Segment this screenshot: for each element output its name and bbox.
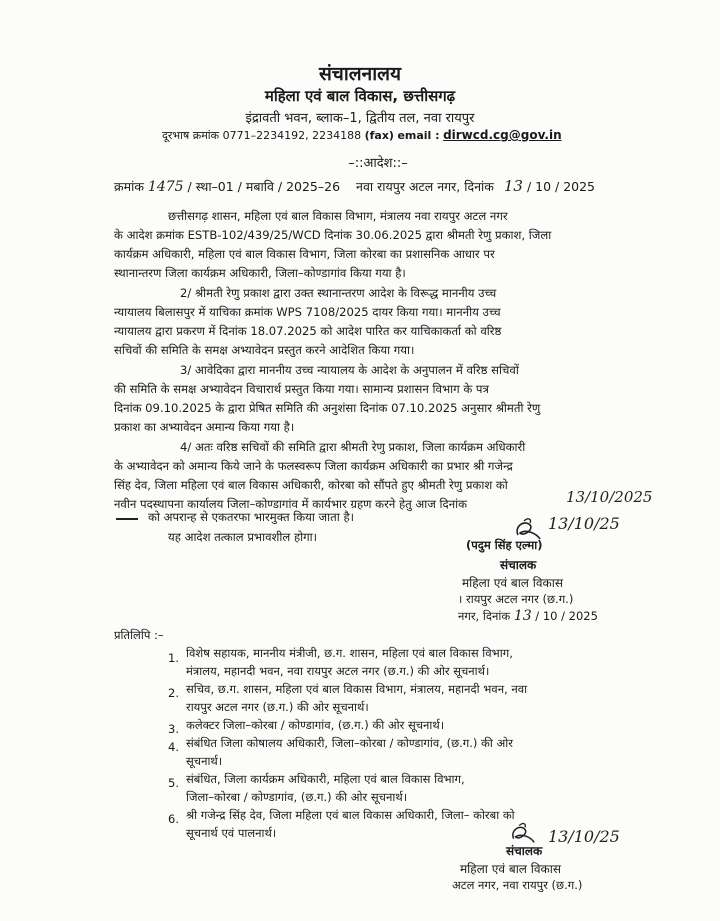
p1-line: कार्यक्रम अधिकारी, महिला एवं बाल विकास विभाग, जिला कोरबा का प्रशासनिक आधार पर: [114, 247, 495, 261]
email-address: dirwcd.cg@gov.in: [443, 128, 562, 142]
list-item-line: रायपुर अटल नगर (छ.ग.) की ओर सूचनार्थ।: [186, 700, 369, 714]
list-number: 4.: [168, 740, 179, 754]
email-label: email :: [397, 129, 440, 142]
signatory-name: (पदुम सिंह एल्मा): [466, 538, 543, 552]
reference-line: [114, 177, 595, 195]
signatory-dept: महिला एवं बाल विकास: [462, 576, 563, 590]
date-day: 13: [513, 608, 532, 624]
p4-line: के अभ्यावेदन को अमान्य किये जाने के फलस्वरूप जिला कार्यक्रम अधिकारी का प्रभार श्री गजेन्द्र: [114, 459, 513, 473]
signatory-dept-2: महिला एवं बाल विकास: [460, 862, 561, 876]
office-address: इंद्रावती भवन, ब्लाक–1, द्वितीय तल, नवा रायपुर: [245, 111, 475, 126]
order-heading: –::आदेश::–: [348, 156, 408, 171]
p2-line: न्यायालय बिलासपुर में याचिका क्रमांक WPS 7108/2025 दायर किया गया। माननीय उच्च: [114, 305, 501, 319]
list-item-line: कलेक्टर जिला–कोरबा / कोण्डागांव, (छ.ग.) की ओर सूचनार्थ।: [186, 718, 445, 732]
p2-line: सचिवों की समिति के समक्ष अभ्यावेदन प्रस्तुत करने आदेशित किया गया।: [114, 343, 415, 357]
ref-suffix: / स्था–01 / मबावि / 2025–26: [187, 179, 341, 194]
list-item-line: मंत्रालय, महानदी भवन, नवा रायपुर अटल नगर (छ.ग.) की ओर सूचनार्थ।: [186, 664, 490, 678]
list-item-line: सूचनार्थ।: [186, 754, 223, 768]
copy-label: प्रतिलिपि :–: [114, 628, 164, 642]
p4-line: सिंह देव, जिला महिला एवं बाल विकास अधिकारी, कोरबा को सौंपते हुए श्रीमती रेणु प्रकाश को: [114, 478, 508, 492]
handwritten-date: 13/10/2025: [566, 488, 653, 506]
list-number: 5.: [168, 776, 179, 790]
ref-number: 1475: [147, 179, 184, 195]
p3-line: प्रकाश का अभ्यावेदन अमान्य किया गया है।: [114, 420, 295, 434]
p4-line: को अपरान्ह से एकतरफा भारमुक्त किया जाता है।: [148, 510, 355, 524]
signatory-date-line: [458, 608, 598, 624]
phone-label: दूरभाष क्रमांक: [162, 129, 220, 142]
signatory-designation-2: संचालक: [506, 844, 543, 858]
ref-month-year: / 10 / 2025: [526, 179, 596, 194]
ref-place: नवा रायपुर अटल नगर, दिनांक: [356, 179, 494, 194]
p3-line: दिनांक 09.10.2025 के द्वारा प्रेषित समिति की अनुशंसा दिनांक 07.10.2025 अनुसार श्रीमती रेणु: [114, 401, 541, 415]
list-item-line: सचिव, छ.ग. शासन, महिला एवं बाल विकास विभाग, मंत्रालय, महानदी भवन, नवा: [186, 682, 528, 696]
signatory-place-2: अटल नगर, नवा रायपुर (छ.ग.): [452, 878, 583, 892]
p2-line: 2/ श्रीमती रेणु प्रकाश द्वारा उक्त स्थानान्तरण आदेश के विरूद्ध माननीय उच्च: [180, 286, 497, 300]
p1-line: छत्तीसगढ़ शासन, महिला एवं बाल विकास विभाग, मंत्रालय नवा रायपुर अटल नगर: [168, 209, 508, 223]
fax-label: (fax): [364, 129, 394, 142]
list-item-line: संबंधित, जिला कार्यक्रम अधिकारी, महिला एवं बाल विकास विभाग,: [186, 772, 465, 786]
effective-statement: यह आदेश तत्काल प्रभावशील होगा।: [168, 530, 318, 544]
ref-day: 13: [503, 177, 523, 195]
ref-label: क्रमांक: [114, 179, 144, 194]
list-number: 3.: [168, 722, 179, 736]
list-number: 2.: [168, 686, 179, 700]
list-item-line: सूचनार्थ एवं पालनार्थ।: [186, 826, 277, 840]
list-number: 6.: [168, 812, 179, 826]
signature-date-2: 13/10/25: [548, 827, 620, 846]
phone-numbers: 0771–2234192, 2234188: [222, 129, 362, 142]
list-item-line: श्री गजेन्द्र सिंह देव, जिला महिला एवं बाल विकास अधिकारी, जिला– कोरबा को: [186, 808, 515, 822]
department-name: महिला एवं बाल विकास, छत्तीसगढ़: [264, 87, 456, 105]
office-title: संचालनालय: [318, 63, 402, 85]
signatory-place: । रायपुर अटल नगर (छ.ग.): [458, 592, 574, 606]
p4-line: 4/ अतः वरिष्ठ सचिवों की समिति द्वारा श्रीमती रेणु प्रकाश, जिला कार्यक्रम अधिकारी: [180, 440, 526, 454]
signatory-designation: संचालक: [500, 558, 537, 572]
signature-date: 13/10/25: [548, 514, 620, 533]
p3-line: की समिति के समक्ष अभ्यावेदन विचारार्थ प्रस्तुत किया गया। सामान्य प्रशासन विभाग के पत्र: [114, 382, 489, 396]
date-label: नगर, दिनांक: [458, 609, 511, 623]
date-rest: / 10 / 2025: [535, 609, 598, 623]
contact-line: [162, 128, 562, 143]
p3-line: 3/ आवेदिका द्वारा माननीय उच्च न्यायालय के आदेश के अनुपालन में वरिष्ठ सचिवों: [180, 363, 519, 377]
handwritten-dash: [116, 518, 138, 520]
list-item-line: जिला–कोरबा / कोण्डागांव, (छ.ग.) की ओर सूचनार्थ।: [186, 790, 408, 804]
p4-line: नवीन पदस्थापना कार्यालय जिला–कोण्डागांव में कार्यभार ग्रहण करने हेतु आज दिनांक: [114, 497, 468, 511]
p1-line: स्थानान्तरण जिला कार्यक्रम अधिकारी, जिला–कोण्डागांव किया गया है।: [114, 266, 406, 280]
p2-line: न्यायालय द्वारा प्रकरण में दिनांक 18.07.2025 को आदेश पारित कर याचिकाकर्ता को वरिष्ठ: [114, 324, 502, 338]
list-item-line: विशेष सहायक, माननीय मंत्रीजी, छ.ग. शासन, महिला एवं बाल विकास विभाग,: [186, 646, 513, 660]
p1-line: के आदेश क्रमांक ESTB-102/439/25/WCD दिनांक 30.06.2025 द्वारा श्रीमती रेणु प्रकाश, जिला: [114, 228, 552, 242]
list-number: 1.: [168, 651, 179, 665]
list-item-line: संबंधित जिला कोषालय अधिकारी, जिला–कोरबा / कोण्डागांव, (छ.ग.) की ओर: [186, 736, 513, 750]
